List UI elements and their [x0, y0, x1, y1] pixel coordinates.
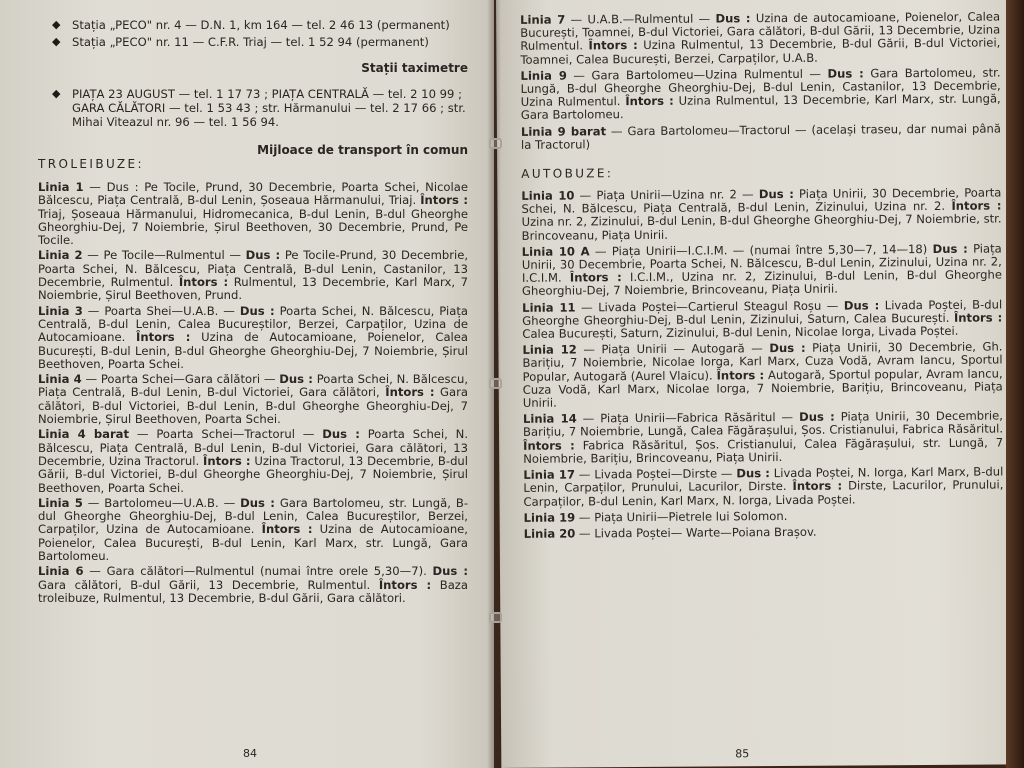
route-entry — [524, 524, 1004, 541]
line-label: Linia 3 — [38, 303, 83, 318]
dus-label: Dus : — [736, 466, 770, 481]
route-intors: Uzina de Autocamioane, Poienelor, Calea București, B-dul Lenin, B-dul Gheorghe Gheorghiu-Dej, 7 Noiembrie, Șirul Beethoven, Poarta Schei. — [38, 330, 469, 371]
intors-label: Întors : — [420, 193, 469, 208]
dus-label: Dus : — [245, 248, 281, 263]
route-entry — [521, 187, 1001, 243]
trolleybus-category: TROLEIBUZE: — [38, 157, 144, 171]
route-dus: Uzina de autocamioane, Poienelor, Calea București, Toamnei, B-dul Victoriei, Gara călători, B-dul Gării, 13 Decembrie, Uzina Rulmentul. — [520, 9, 1001, 54]
route-entry — [38, 373, 468, 426]
line-name: — Piața Unirii—Pietrele lui Solomon. — [578, 508, 788, 525]
route-entry — [38, 305, 468, 371]
line-name: — Pe Tocile—Rulmentul — — [87, 248, 241, 263]
line-label: Linia 1 — [38, 180, 84, 194]
dus-label: Dus : — [715, 11, 751, 26]
route-entry — [520, 66, 1000, 122]
route-intors: Calea București, Saturn, Zizinului, B-dul Lenin, Nicolae Iorga, Livada Poștei. — [522, 323, 959, 341]
intors-label: Întors : — [953, 310, 1003, 325]
station-text: Stația „PECO" nr. 4 — D.N. 1, km 164 — tel. 2 46 13 (permanent) — [72, 18, 450, 32]
diamond-bullet-icon: ◆ — [52, 35, 61, 48]
station-item — [38, 35, 468, 49]
route-entry — [523, 466, 1003, 509]
route-intors: Gara călători, B-dul Victoriei, B-dul Lenin, B-dul Gheorghe Gheorghiu-Dej, 7 Noiembrie, Șirul Beethoven, Poarta Schei. — [38, 385, 469, 427]
line-label: Linia 10 A — [521, 244, 590, 259]
line-name: — Piața Unirii—Fabrica Răsăritul — — [582, 410, 794, 426]
dus-label: Dus : — [432, 564, 468, 579]
bus-category: AUTOBUZE: — [521, 166, 614, 181]
line-label: Linia 10 — [521, 188, 575, 203]
route-dus: Poarta Schei, N. Bălcescu, Piața Centrală, B-dul Lenin, Calea Bucureștilor, Berzei, Carpaților, Uzina de Autocamioane. — [38, 303, 469, 345]
line-label: Linia 7 — [520, 12, 566, 27]
line-label: Linia 6 — [38, 564, 84, 579]
line-label: Linia 5 — [38, 495, 83, 510]
route-dus: Pe Tocile-Prund, 30 Decembrie, Poarta Schei, N. Bălcescu, Piața Centrală, B-dul Lenin, Castanilor, 13 Decembrie, Rulmentul. — [38, 248, 469, 290]
intors-label: Întors : — [136, 330, 191, 345]
route-entry — [38, 249, 468, 302]
route-intors: Fabrica Răsăritul, Șos. Cristianului, Calea Făgărașului, str. Lungă, 7 Noiembrie, Barițiu, Brincoveanu, Piața Unirii. — [523, 435, 1004, 466]
line-label: Linia 19 — [523, 510, 576, 525]
taxi-heading: Stații taximetre — [361, 61, 468, 75]
route-intors: Baza troleibuze, Rulmentul, 13 Decembrie, B-dul Gării, Gara călători. — [38, 577, 468, 605]
route-dus: Piața Unirii, 30 Decembrie, Barițiu, 7 Noiembrie, Lungă, Calea Făgărașului, Șos. Cristianului, Fabrica Răsăritul. — [522, 408, 1004, 440]
trolleybus-continued-list — [520, 10, 1001, 151]
line-name: — Piața Unirii — Autogară — — [583, 341, 763, 357]
line-label: Linia 4 — [38, 372, 82, 387]
route-dus: Livada Poștei, N. Iorga, Karl Marx, B-dul Lenin, Carpaților, Prunului, Lacurilor, Dirste. — [523, 464, 1004, 496]
line-name: — Gara Bartolomeu—Tractorul — (același traseu, dar numai până la Tractorul) — [520, 121, 1001, 152]
route-dus: Piața Unirii, 30 Decembrie, Gh. Barițiu, 7 Noiembrie, Nicolae Iorga, Karl Marx, Cuza Vodă, Avram Iancu, Sportul Popular, Autogară (Aurel Vlaicu). — [522, 339, 1003, 384]
trolleybus-line-list — [38, 181, 468, 605]
line-name: — Poarta Schei—Gara călători — — [85, 372, 276, 387]
intors-label: Întors : — [625, 93, 674, 109]
route-dus: Gara călători, B-dul Gării, 13 Decembrie, Rulmentul. — [38, 577, 371, 592]
route-intors: Uzina Rulmentul, 13 Decembrie, B-dul Gării, B-dul Victoriei, Toamnei, Calea București, Berzei, Carpaților, U.A.B. — [520, 35, 1001, 67]
intors-label: Întors : — [378, 577, 432, 592]
intors-label: Întors : — [523, 438, 575, 453]
route-entry — [520, 10, 1000, 66]
route-intors: I.C.I.M., Uzina nr. 2, Zizinului, B-dul Lenin, B-dul Gheorghe Gheorghiu-Dej, 7 Noiembrie, Brincoveanu, Piața Unirii. — [521, 267, 1002, 299]
line-name: — Bartolomeu—U.A.B. — — [87, 495, 236, 510]
route-intors: Uzina Rulmentul, 13 Decembrie, Karl Marx, str. Lungă, Gara Bartolomeu. — [520, 91, 1001, 123]
route-dus: Poarta Schei, N. Bălcescu, Piața Centrală, B-dul Lenin, B-dul Victoriei, Gara călători, — [38, 372, 469, 400]
route-entry — [522, 242, 1002, 298]
intors-label: Întors : — [385, 385, 435, 400]
dus-label: Dus : — [239, 303, 275, 318]
line-label: Linia 12 — [522, 342, 577, 358]
route-entry — [522, 341, 1002, 410]
dus-label: Dus : — [769, 341, 806, 356]
line-label: Linia 11 — [522, 300, 576, 315]
staple — [489, 378, 502, 389]
route-entry — [523, 410, 1003, 466]
table-surface — [1006, 0, 1024, 768]
dus-label: Dus : — [758, 186, 794, 202]
route-entry — [38, 497, 468, 563]
route-dus: Piața Unirii, 30 Decembrie, Poarta Schei, N. Bălcescu, Piața Centrală, B-dul Lenin, Zizinului, Uzina nr. 2. — [521, 185, 1002, 217]
transport-heading: Mijloace de transport în comun — [257, 143, 468, 157]
line-name: — Gara călători—Rulmentul (numai între orele 5,30—7). — [89, 564, 427, 579]
dus-label: Dus : — [322, 427, 360, 442]
intors-label: Întors : — [792, 478, 843, 494]
line-label: Linia 4 barat — [38, 427, 130, 442]
page-number-right: 85 — [735, 747, 750, 761]
route-intors: Triaj, Șoseaua Hărmanului, Hidromecanica, B-dul Lenin, B-dul Gheorghe Gheorghiu-Dej, 7 Noiembrie, Șirul Beethoven, 30 Decembrie, Prund, Pe Tocile. — [38, 206, 468, 248]
station-text: Stația „PECO" nr. 11 — C.F.R. Triaj — tel. 1 52 94 (permanent) — [72, 35, 429, 49]
line-label: Linia 20 — [523, 526, 576, 541]
intors-label: Întors : — [178, 275, 229, 290]
line-name: — Piața Unirii—Uzina nr. 2 — — [579, 187, 754, 203]
route-dus: Pe Tocile, Prund, 30 Decembrie, Poarta Schei, Nicolae Bălcescu, Piața Centrală, B-dul Lenin, Șoseaua Hărmanului, Triaj. — [38, 180, 468, 208]
route-dus: Gara Bartolomeu, str. Lungă, B-dul Gheorghe Gheorghiu-Dej, B-dul Lenin, Calea Bucureștilor, Berzei, Carpaților, Uzina de Autocamioane. — [38, 495, 469, 537]
intors-label: Întors : — [951, 198, 1002, 214]
line-name: — Poarta Schei—Tractorul — — [136, 427, 315, 442]
intors-label: Întors : — [716, 367, 765, 383]
route-entry — [38, 181, 468, 247]
line-name: — Gara Bartolomeu—Uzina Rulmentul — — [573, 66, 822, 83]
diamond-bullet-icon: ◆ — [52, 18, 61, 31]
intors-label: Întors : — [261, 522, 313, 537]
line-label: Linia 14 — [522, 411, 577, 427]
page-number-left: 84 — [243, 747, 257, 760]
dus-label: Dus : — [827, 66, 864, 81]
line-name: — Livada Poștei—Dirste — — [578, 466, 733, 482]
dus-label: Dus : — [932, 241, 968, 256]
line-name: — Poarta Shei—U.A.B. — — [87, 303, 235, 318]
route-intors: Uzina Tractorul, 13 Decembrie, B-dul Gării, B-dul Victoriei, B-dul Gheorghe Gheorghiu-Dej, 7 Noiembrie, Șirul Beethoven, Poarta Schei. — [38, 453, 469, 495]
dus-label: Dus : — [798, 409, 835, 425]
intors-label: Întors : — [203, 453, 251, 468]
route-dus: Poarta Schei, N. Bălcescu, Piața Centrală, B-dul Lenin, B-dul Victoriei, Gara călători, 13 Decembrie, Uzina Tractorul. — [38, 427, 469, 468]
line-name: — U.A.B.—Rulmentul — — [570, 11, 711, 27]
route-entry — [38, 428, 468, 494]
dus-label: Dus : — [240, 495, 275, 510]
intors-label: Întors : — [569, 270, 622, 285]
route-intors: Uzina nr. 2, Zizinului, B-dul Lenin, B-dul Gheorghe Gheorghiu-Dej, 7 Noiembrie, str. Brincoveanu, Piața Unirii. — [521, 211, 1002, 243]
line-name: — Livada Poștei— Warte—Poiana Brașov. — [578, 524, 817, 541]
route-entry — [521, 122, 1001, 152]
route-entry — [524, 508, 1004, 525]
route-dus: Piața Unirii, 30 Decembrie, Poarta Schei, N. Bălcescu, B-dul Lenin, Zizinului, Uzina nr. 2, I.C.I.M. — [521, 241, 1002, 286]
line-label: Linia 2 — [38, 248, 83, 263]
route-intors: Autogară, Sportul popular, Avram Iancu, Cuza Vodă, Karl Marx, Nicolae Iorga, 7 Noiembrie, Barițiu, Brincoveanu, Piața Unirii. — [522, 366, 1003, 410]
dus-label: Dus : — [843, 297, 880, 313]
staple — [489, 612, 502, 623]
route-entry — [522, 298, 1002, 341]
diamond-bullet-icon: ◆ — [52, 87, 61, 100]
line-label: Linia 9 — [520, 68, 567, 83]
line-name: — Dus : — [89, 180, 139, 194]
dus-label: Dus : — [279, 372, 313, 387]
taxi-item — [38, 87, 468, 129]
taxi-text: PIAȚA 23 AUGUST — tel. 1 17 73 ; PIAȚA CENTRALĂ — tel. 2 10 99 ; GARA CĂLĂTORI — tel. 1 53 43 ; str. Hărmanului — tel. 2 17 66 ; str. Mihai Viteazul nr. 96 — tel. 1 56 94. — [72, 87, 466, 129]
route-intors: Rulmentul, 13 Decembrie, Karl Marx, 7 Noiembrie, Șirul Beethoven, Prund. — [38, 275, 468, 303]
line-name: — Livada Poștei—Cartierul Steagul Roșu — — [581, 298, 839, 315]
route-intors: Dirste, Lacurilor, Prunului, Carpaților, B-dul Lenin, Karl Marx, N. Iorga, Livada Poștei. — [523, 477, 1004, 509]
route-entry — [38, 565, 468, 605]
line-label: Linia 17 — [523, 467, 576, 482]
left-page — [0, 0, 494, 768]
staple — [489, 138, 502, 149]
right-page — [496, 0, 1015, 768]
route-intors: Uzina de Autocamioane, Poienelor, Calea București, B-dul Lenin, Karl Marx, str. Lungă, Gara Bartolomeu. — [38, 522, 468, 564]
station-item — [38, 18, 468, 32]
line-label: Linia 9 barat — [520, 123, 607, 139]
line-name: — Piața Unirii—I.C.I.M. — (numai între 5,30—7, 14—18) — [594, 241, 928, 259]
route-dus: Gara Bartolomeu, str. Lungă, B-dul Gheorghe Gheorghiu-Dej, B-dul Lenin, Castanilor, 13 Decembrie, Uzina Rulmentul. — [520, 65, 1001, 110]
bus-line-list — [521, 187, 1003, 541]
route-dus: Livada Poștei, B-dul Gheorghe Gheorghiu-Dej, B-dul Lenin, Zizinului, Saturn, Calea București. — [522, 297, 1003, 328]
intors-label: Întors : — [588, 38, 638, 53]
